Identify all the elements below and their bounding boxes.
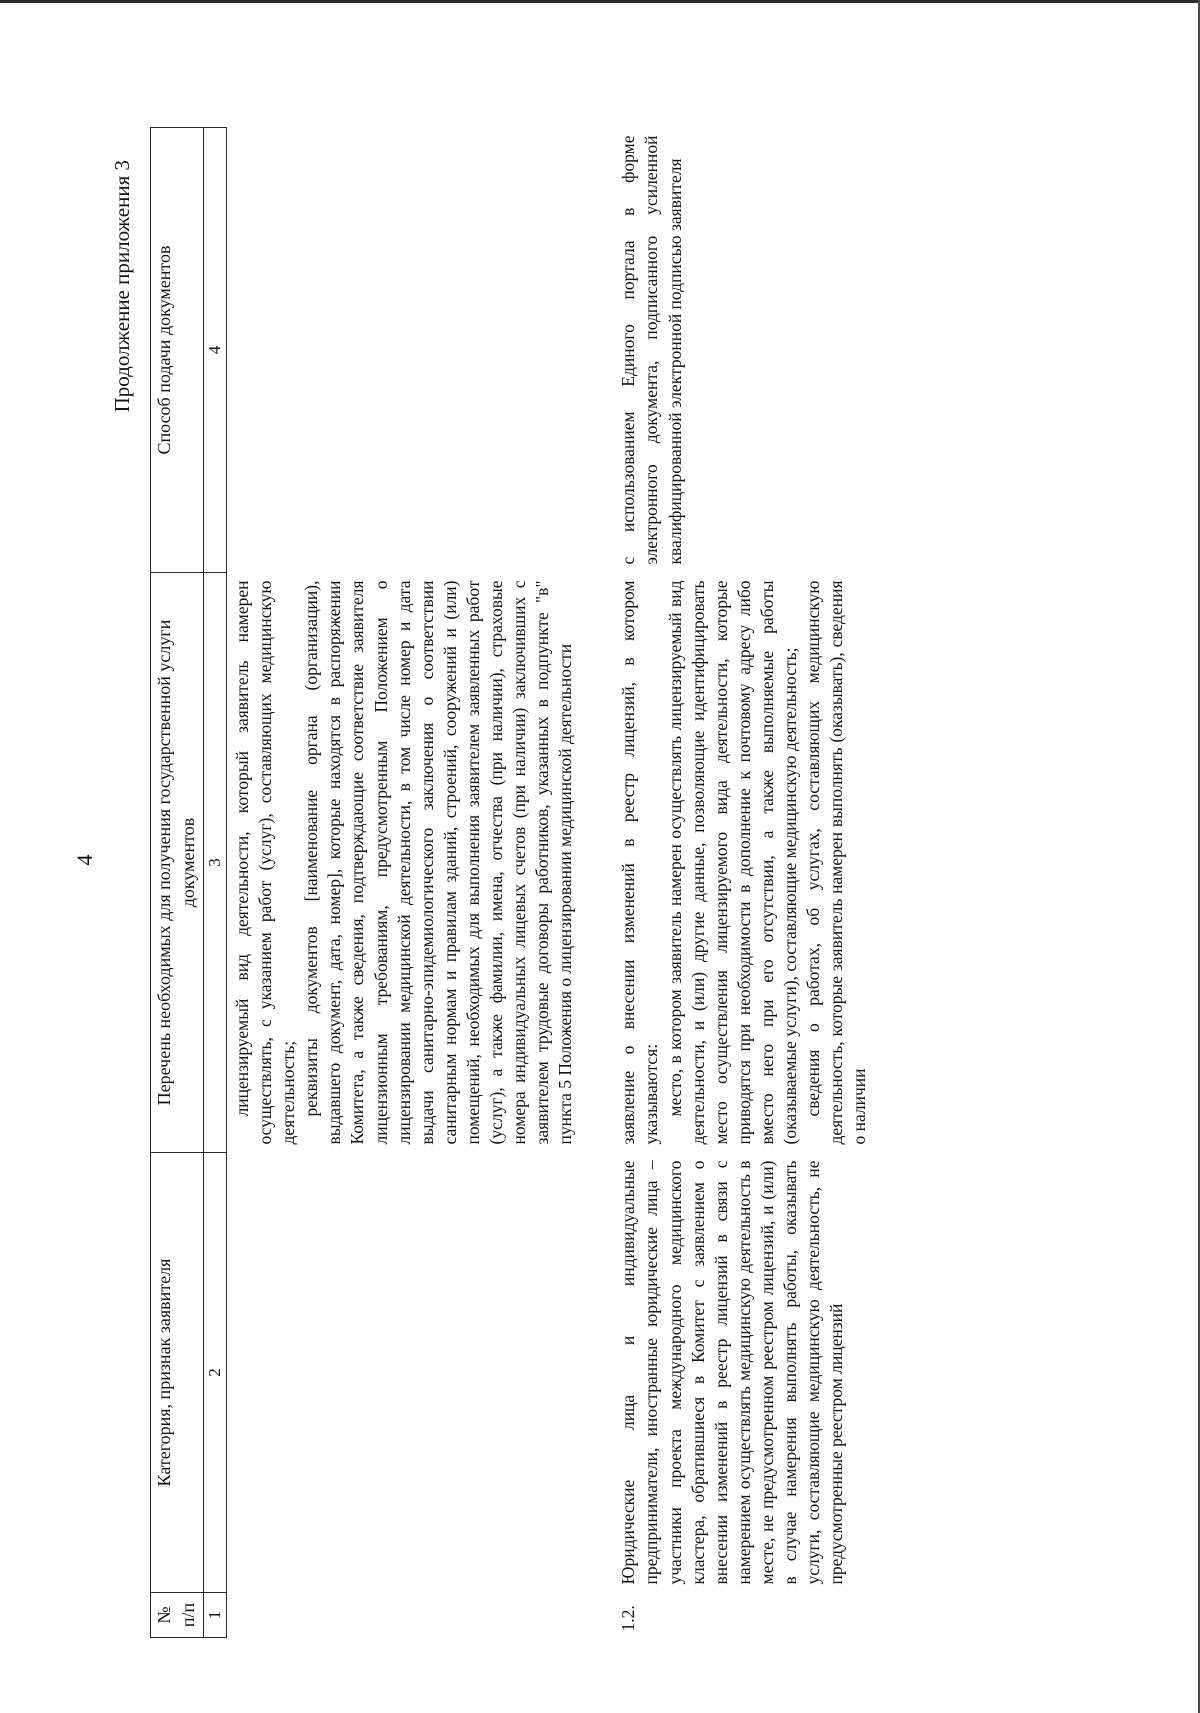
row-category — [226, 1153, 583, 1593]
page-number: 4 — [72, 854, 97, 866]
column-number: 3 — [203, 573, 226, 1153]
row-number: 1.2. — [618, 1605, 639, 1632]
row-spacer — [583, 128, 613, 1638]
document-paragraph: реквизиты документов [наименование органа (организации), выдавшего документ, дата, номер], которые находятся в распоряжении Комитета, а также сведения, подтверждающие соответствие заявителя лицензионным требованиям, предусмотренным Положением о лицензировании медицинской деятельности, в том числе номер и дата выдачи санитарно-эпидемиологического заключения о соответствии санитарным нормам и правилам зданий, строений, сооружений и (или) помещений, необходимых для выполнения заявителем заявленных работ (услуг), а также фамилии, имена, отчества (при наличии), страховые номера индивидуальных лицевых счетов (при наличии) заключивших с заявителем трудовые договоры работников, указанных в подпункте "в" пункта 5 Положения о лицензировании медицинской деятельности — [301, 580, 576, 1145]
document-paragraph: сведения о работах, об услугах, составляющих медицинскую деятельность, которые заявитель намерен выполнять (оказывать), сведения о наличии — [803, 580, 870, 1145]
row-method — [226, 128, 583, 573]
continuation-label: Продолжение приложения 3 — [110, 160, 134, 413]
row-method: с использованием Единого портала в форме электронного документа, подписанного усиленной квалифицированной электронной подписью заявителя — [618, 135, 685, 565]
documents-table — [150, 127, 877, 1638]
row-number — [226, 1593, 583, 1638]
rotated-document-page — [60, 60, 1110, 1660]
document-paragraph: лицензируемый вид деятельности, который заявитель намерен осуществлять, с указанием работ (услуг), составляющих медицинскую деятельность; — [231, 580, 299, 1145]
header-category: Категория, признак заявителя — [151, 1153, 204, 1593]
table-row — [226, 128, 583, 1638]
column-number: 4 — [203, 128, 226, 573]
document-paragraph: место, в котором заявитель намерен осуществлять лицензируемый вид деятельности, и (или) другие данные, позволяющие идентифицировать место осуществления лицензируемого вида деятельности, которые приводятся при необходимости в дополнение к почтовому адресу либо вместо него при его отсутствии, а также выполняемые работы (оказываемые услуги), составляющие медицинскую деятельность; — [664, 580, 800, 1145]
header-documents: Перечень необходимых для получения государственной услуги документов — [151, 573, 204, 1153]
column-number: 2 — [203, 1153, 226, 1593]
header-number: № п/п — [151, 1593, 204, 1638]
header-method: Способ подачи документов — [151, 128, 204, 573]
table-header-row — [151, 128, 204, 1638]
document-paragraph: заявление о внесении изменений в реестр лицензий, в котором указываются: — [618, 580, 662, 1145]
column-number-row — [203, 128, 226, 1638]
row-documents — [613, 573, 877, 1153]
scan-edge-top — [0, 0, 1200, 3]
column-number: 1 — [203, 1593, 226, 1638]
table-row — [613, 128, 877, 1638]
row-documents — [226, 573, 583, 1153]
row-category: Юридические лица и индивидуальные предприниматели, иностранные юридические лица – участники проекта международного медицинского кластера, обратившиеся в Комитет с заявлением о внесении изменений в реестр лицензий в связи с намерением осуществлять медицинскую деятельность в месте, не предусмотренном реестром лицензий, и (или) в случае намерения выполнять работы, оказывать услуги, составляющие медицинскую деятельность, не предусмотренные реестром лицензий — [618, 1160, 847, 1585]
